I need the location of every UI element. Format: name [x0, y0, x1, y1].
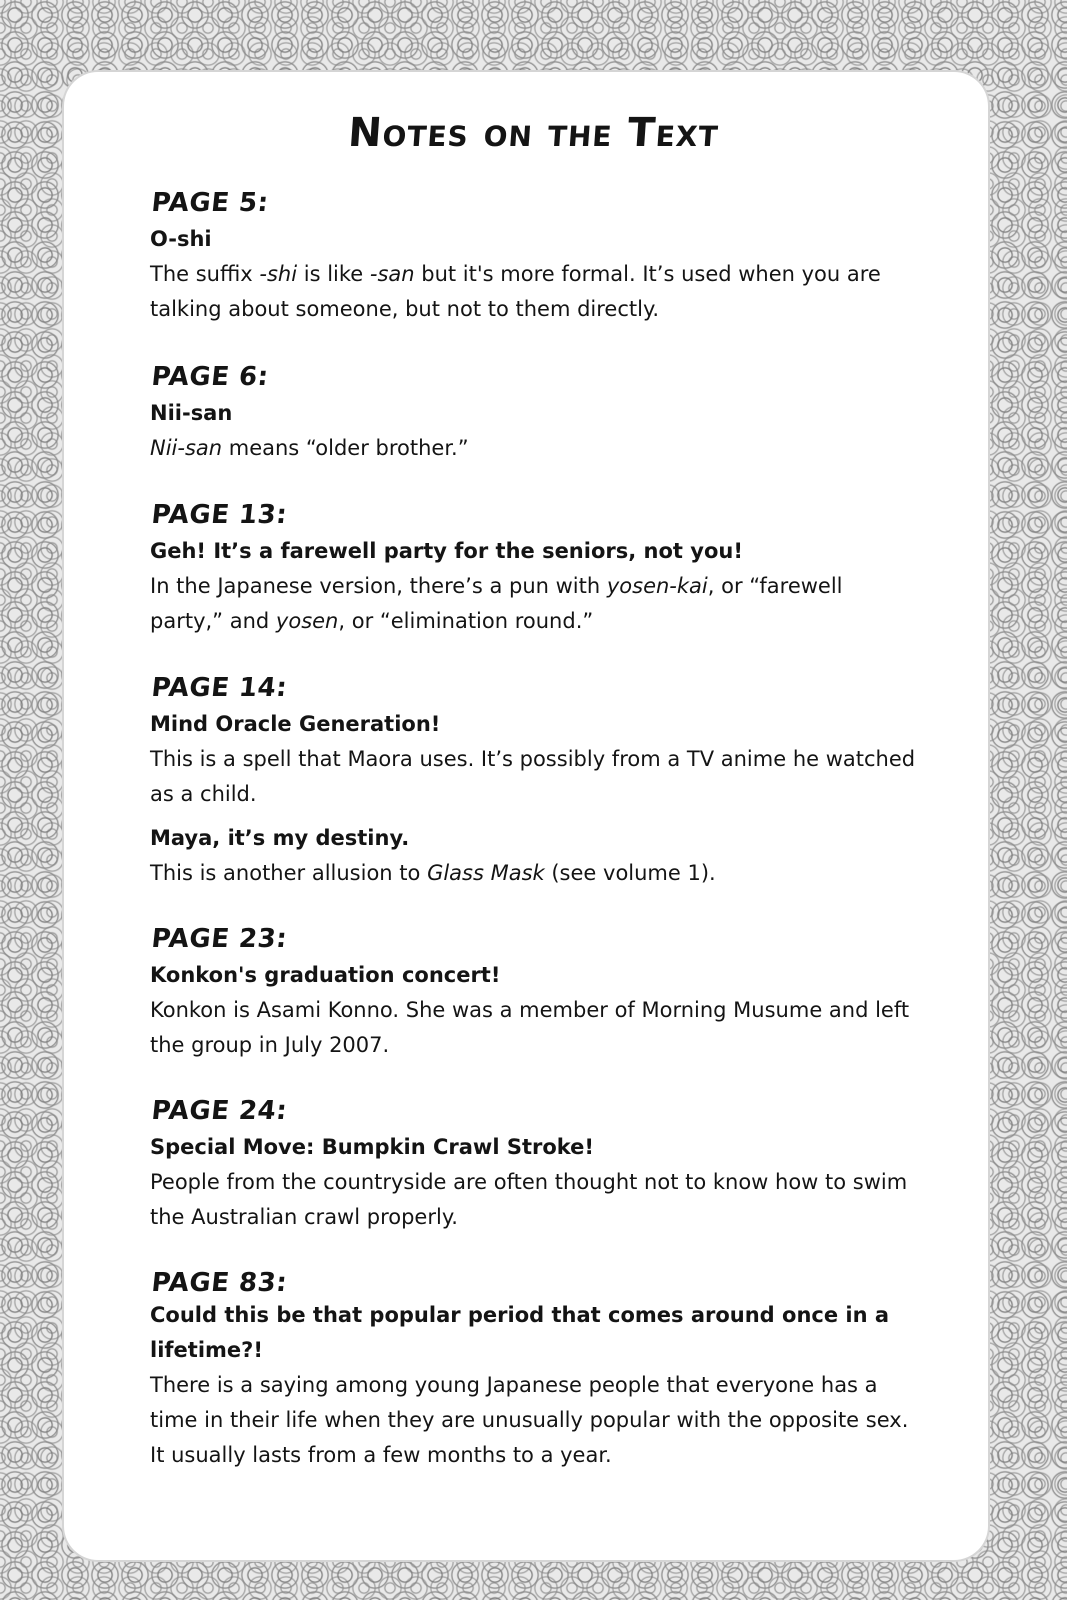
- body-text: but it's more formal. It’s used when you are talking about someone, but not to them directly.: [150, 262, 881, 321]
- body-text-italic: yosen-kai: [606, 574, 708, 598]
- note-section-page-13: [150, 500, 920, 639]
- body-text: People from the countryside are often thought not to know how to swim the Australian crawl properly.: [150, 1170, 908, 1229]
- entry-body: [150, 1165, 920, 1235]
- page-label: PAGE 14:: [150, 673, 289, 703]
- page-title: Notes on the Text: [346, 110, 721, 156]
- entry-title: Mind Oracle Generation!: [150, 712, 441, 736]
- page-label: PAGE 5:: [150, 188, 271, 218]
- entry-body: [150, 257, 920, 327]
- body-text: This is another allusion to: [150, 861, 428, 885]
- body-text: means “older brother.”: [222, 436, 469, 460]
- entry-title: Maya, it’s my destiny.: [150, 826, 410, 850]
- body-text: , or “elimination round.”: [338, 609, 594, 633]
- note-section-page-24: [150, 1096, 920, 1235]
- note-section-page-14: [150, 673, 920, 891]
- body-text: There is a saying among young Japanese people that everyone has a time in their life when they are unusually popular with the opposite sex. It usually lasts from a few months to a year.: [150, 1373, 909, 1467]
- note-section-page-5: [150, 188, 920, 327]
- entry-title: Geh! It’s a farewell party for the seniors, not you!: [150, 539, 743, 563]
- body-text-italic: Glass Mask: [427, 861, 545, 885]
- body-text: This is a spell that Maora uses. It’s possibly from a TV anime he watched as a child.: [150, 747, 916, 806]
- entry-title: Could this be that popular period that comes around once in a lifetime?!: [150, 1303, 890, 1362]
- body-text: is like: [297, 262, 370, 286]
- body-text: Konkon is Asami Konno. She was a member of Morning Musume and left the group in July 2007.: [150, 998, 910, 1057]
- body-text: , or “farewell party,” and: [150, 574, 843, 633]
- body-text: The suffix: [150, 262, 260, 286]
- page-label: PAGE 13:: [150, 500, 289, 530]
- entry-body: [150, 856, 920, 891]
- entry-title: O-shi: [150, 227, 212, 251]
- body-text: In the Japanese version, there’s a pun with: [150, 574, 607, 598]
- entry-title: Special Move: Bumpkin Crawl Stroke!: [150, 1135, 595, 1159]
- entry-title: Konkon's graduation concert!: [150, 963, 501, 987]
- body-text-italic: Nii-san: [150, 436, 223, 460]
- page-label: PAGE 24:: [150, 1096, 289, 1126]
- entry-body: [150, 993, 920, 1063]
- entry-body: [150, 1368, 920, 1473]
- body-text-italic: -shi: [259, 262, 298, 286]
- body-text-italic: yosen: [275, 609, 339, 633]
- note-section-page-83: [150, 1268, 920, 1473]
- entry-body: [150, 742, 920, 812]
- page-label: PAGE 83:: [150, 1268, 289, 1298]
- entry-title: Nii-san: [150, 401, 233, 425]
- entry-body: [150, 569, 920, 639]
- entry-body: [150, 431, 920, 466]
- note-section-page-23: [150, 924, 920, 1063]
- page-label: PAGE 6:: [150, 362, 271, 392]
- note-section-page-6: [150, 362, 920, 466]
- body-text-italic: -san: [369, 262, 415, 286]
- body-text: (see volume 1).: [544, 861, 716, 885]
- page-label: PAGE 23:: [150, 924, 289, 954]
